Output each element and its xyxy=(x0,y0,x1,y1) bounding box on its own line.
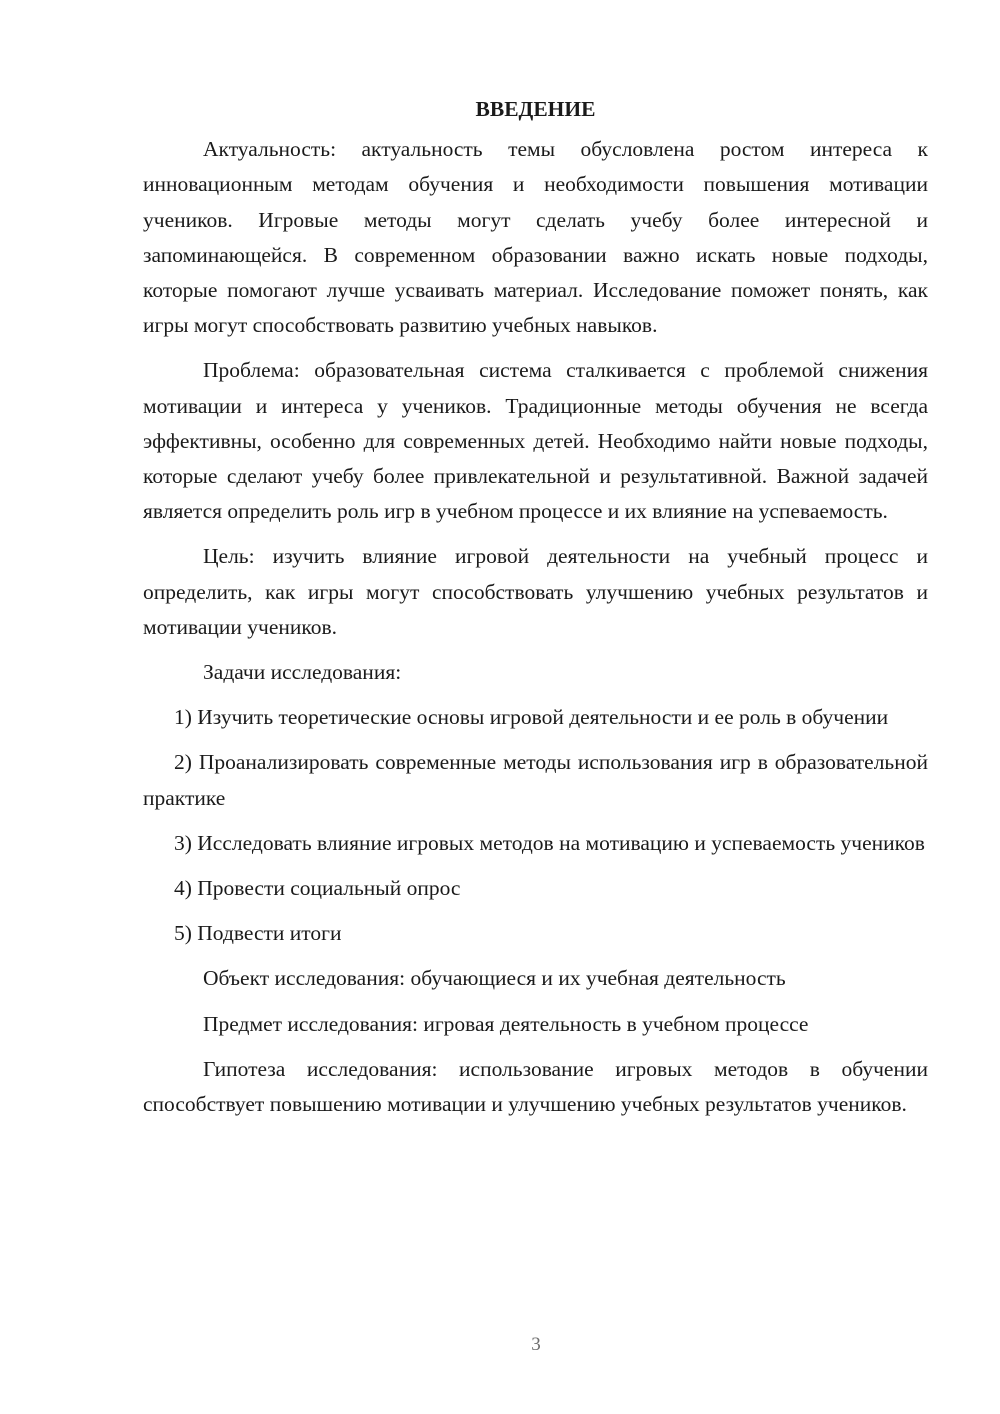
paragraph-goal: Цель: изучить влияние игровой деятельности на учебный процесс и определить, как игры могут способствовать улучшению учебных результатов и мотивации учеников. xyxy=(143,544,928,639)
task-item-3: 3) Исследовать влияние игровых методов на мотивацию и успеваемость учеников xyxy=(174,830,925,855)
task-item-2: 2) Проанализировать современные методы использования игр в образовательной практике xyxy=(143,750,928,810)
paragraph-relevance: Актуальность: актуальность темы обусловлена ростом интереса к инновационным методам обучения и необходимости повышения мотивации учеников. Игровые методы могут сделать учебу более интересной и запоминающейся. В современном образовании важно искать новые подходы, которые помогают лучше усваивать материал. Исследование поможет понять, как игры могут способствовать развитию учебных навыков. xyxy=(143,137,928,338)
paragraph-hypothesis: Гипотеза исследования: использование игровых методов в обучении способствует повышению мотивации и улучшению учебных результатов учеников. xyxy=(143,1056,928,1117)
task-item-1: 1) Изучить теоретические основы игровой деятельности и ее роль в обучении xyxy=(174,705,889,730)
page-content xyxy=(143,92,928,1132)
task-item-5: 5) Подвести итоги xyxy=(174,921,342,946)
task-item-4: 4) Провести социальный опрос xyxy=(174,876,461,901)
tasks-heading: Задачи исследования: xyxy=(203,660,402,685)
paragraph-object: Объект исследования: обучающиеся и их учебная деятельность xyxy=(203,966,786,991)
page-number: 3 xyxy=(531,1334,541,1355)
paragraph-problem: Проблема: образовательная система сталкивается с проблемой снижения мотивации и интереса у учеников. Традиционные методы обучения не всегда эффективны, особенно для современных детей. Необходимо найти новые подходы, которые сделают учебу более привлекательной и результативной. Важной задачей является определить роль игр в учебном процессе и их влияние на успеваемость. xyxy=(143,358,928,524)
paragraph-subject: Предмет исследования: игровая деятельность в учебном процессе xyxy=(203,1011,809,1036)
section-title: ВВЕДЕНИЕ xyxy=(475,97,596,121)
